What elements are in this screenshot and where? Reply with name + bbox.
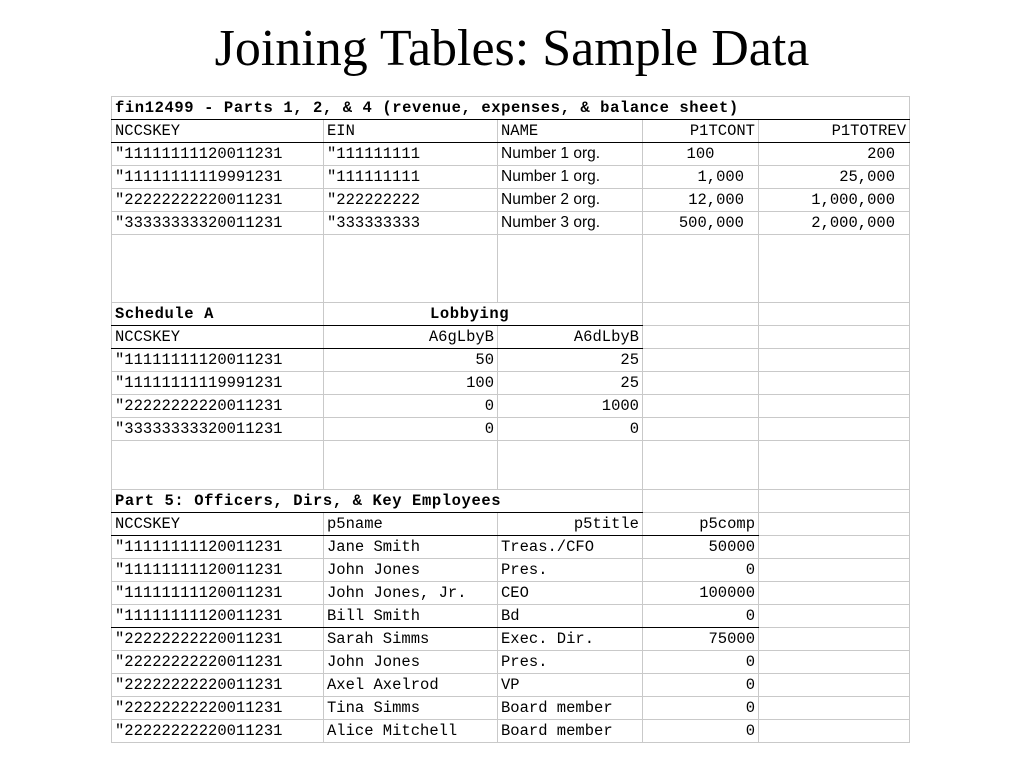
- cell-p5comp: 0: [643, 674, 759, 697]
- cell-p5comp: 50000: [643, 536, 759, 559]
- cell-ein: "222222222: [324, 189, 498, 212]
- cell-p1tcont: 500,000: [643, 212, 759, 235]
- section1-heading: fin12499 - Parts 1, 2, & 4 (revenue, expenses, & balance sheet): [112, 97, 910, 120]
- cell-p5title: Exec. Dir.: [498, 628, 643, 651]
- cell-p5name: John Jones, Jr.: [324, 582, 498, 605]
- cell-a6glbyb: 100: [324, 372, 498, 395]
- section3-heading: Part 5: Officers, Dirs, & Key Employees: [112, 490, 643, 513]
- cell-p5name: John Jones: [324, 559, 498, 582]
- cell-ein: "111111111: [324, 143, 498, 166]
- cell-ein: "111111111: [324, 166, 498, 189]
- cell-p5title: Treas./CFO: [498, 536, 643, 559]
- table-row: [112, 559, 910, 582]
- table-row: [112, 349, 910, 372]
- cell-p1totrev: 200: [759, 143, 910, 166]
- cell-a6dlbyb: 0: [498, 418, 643, 441]
- cell-p5name: Alice Mitchell: [324, 720, 498, 743]
- sample-data-sheet: [111, 96, 910, 743]
- spacer-row: [112, 441, 910, 490]
- cell-nccskey: "22222222220011231: [112, 674, 324, 697]
- cell-p1totrev: 2,000,000: [759, 212, 910, 235]
- cell-nccskey: "11111111119991231: [112, 372, 324, 395]
- section1-heading-row: [112, 97, 910, 120]
- cell-p5title: Board member: [498, 697, 643, 720]
- cell-p5comp: 0: [643, 605, 759, 628]
- cell-nccskey: "22222222220011231: [112, 189, 324, 212]
- cell-nccskey: "22222222220011231: [112, 395, 324, 418]
- cell-p5comp: 100000: [643, 582, 759, 605]
- table-row: [112, 582, 910, 605]
- cell-a6dlbyb: 25: [498, 372, 643, 395]
- section1-header-row: [112, 120, 910, 143]
- cell-p1totrev: 1,000,000: [759, 189, 910, 212]
- cell-nccskey: "11111111119991231: [112, 166, 324, 189]
- table-row: [112, 605, 910, 628]
- cell-name: Number 1 org.: [498, 143, 643, 166]
- cell-p5name: Axel Axelrod: [324, 674, 498, 697]
- cell-p5comp: 0: [643, 651, 759, 674]
- table-row: [112, 674, 910, 697]
- cell-p5comp: 0: [643, 720, 759, 743]
- table-row: [112, 720, 910, 743]
- cell-nccskey: "22222222220011231: [112, 628, 324, 651]
- cell-name: Number 1 org.: [498, 166, 643, 189]
- table-row: [112, 418, 910, 441]
- cell-p5name: Tina Simms: [324, 697, 498, 720]
- cell-nccskey: "11111111120011231: [112, 559, 324, 582]
- table-row: [112, 628, 910, 651]
- column-header: p5name: [324, 513, 498, 536]
- cell-name: Number 2 org.: [498, 189, 643, 212]
- cell-p1tcont: 12,000: [643, 189, 759, 212]
- cell-p5title: Pres.: [498, 651, 643, 674]
- cell-p5name: John Jones: [324, 651, 498, 674]
- cell-nccskey: "11111111120011231: [112, 349, 324, 372]
- cell-nccskey: "11111111120011231: [112, 143, 324, 166]
- cell-nccskey: "33333333320011231: [112, 212, 324, 235]
- column-header: A6gLbyB: [324, 326, 498, 349]
- table-row: [112, 372, 910, 395]
- cell-nccskey: "11111111120011231: [112, 536, 324, 559]
- spacer-row: [112, 235, 910, 303]
- cell-p5title: VP: [498, 674, 643, 697]
- cell-p1tcont: 1,000: [643, 166, 759, 189]
- section2-heading-right: Lobbying: [324, 303, 643, 326]
- cell-p5title: Board member: [498, 720, 643, 743]
- column-header: EIN: [324, 120, 498, 143]
- column-header: p5comp: [643, 513, 759, 536]
- table-row: [112, 143, 910, 166]
- cell-p5name: Jane Smith: [324, 536, 498, 559]
- cell-nccskey: "22222222220011231: [112, 697, 324, 720]
- section3-header-row: [112, 513, 910, 536]
- cell-a6dlbyb: 25: [498, 349, 643, 372]
- column-header: A6dLbyB: [498, 326, 643, 349]
- cell-a6glbyb: 50: [324, 349, 498, 372]
- cell-p5comp: 0: [643, 559, 759, 582]
- table-row: [112, 536, 910, 559]
- column-header: NAME: [498, 120, 643, 143]
- section2-heading-left: Schedule A: [112, 303, 324, 326]
- section3-heading-row: [112, 490, 910, 513]
- column-header: P1TCONT: [643, 120, 759, 143]
- column-header: NCCSKEY: [112, 326, 324, 349]
- cell-nccskey: "33333333320011231: [112, 418, 324, 441]
- cell-nccskey: "11111111120011231: [112, 605, 324, 628]
- section2-header-row: [112, 326, 910, 349]
- table-row: [112, 395, 910, 418]
- cell-a6glbyb: 0: [324, 395, 498, 418]
- column-header: NCCSKEY: [112, 120, 324, 143]
- table-row: [112, 189, 910, 212]
- slide-title: Joining Tables: Sample Data: [214, 20, 810, 77]
- section2-heading-row: [112, 303, 910, 326]
- cell-p5name: Sarah Simms: [324, 628, 498, 651]
- cell-p5comp: 75000: [643, 628, 759, 651]
- cell-p5comp: 0: [643, 697, 759, 720]
- cell-p1totrev: 25,000: [759, 166, 910, 189]
- cell-p1tcont: 100: [643, 143, 759, 166]
- cell-p5title: Bd: [498, 605, 643, 628]
- table-row: [112, 166, 910, 189]
- cell-a6dlbyb: 1000: [498, 395, 643, 418]
- column-header: p5title: [498, 513, 643, 536]
- cell-ein: "333333333: [324, 212, 498, 235]
- cell-p5name: Bill Smith: [324, 605, 498, 628]
- table-row: [112, 212, 910, 235]
- cell-nccskey: "22222222220011231: [112, 651, 324, 674]
- column-header: NCCSKEY: [112, 513, 324, 536]
- table-row: [112, 651, 910, 674]
- cell-a6glbyb: 0: [324, 418, 498, 441]
- cell-nccskey: "22222222220011231: [112, 720, 324, 743]
- table-row: [112, 697, 910, 720]
- cell-name: Number 3 org.: [498, 212, 643, 235]
- cell-p5title: Pres.: [498, 559, 643, 582]
- cell-p5title: CEO: [498, 582, 643, 605]
- column-header: P1TOTREV: [759, 120, 910, 143]
- cell-nccskey: "11111111120011231: [112, 582, 324, 605]
